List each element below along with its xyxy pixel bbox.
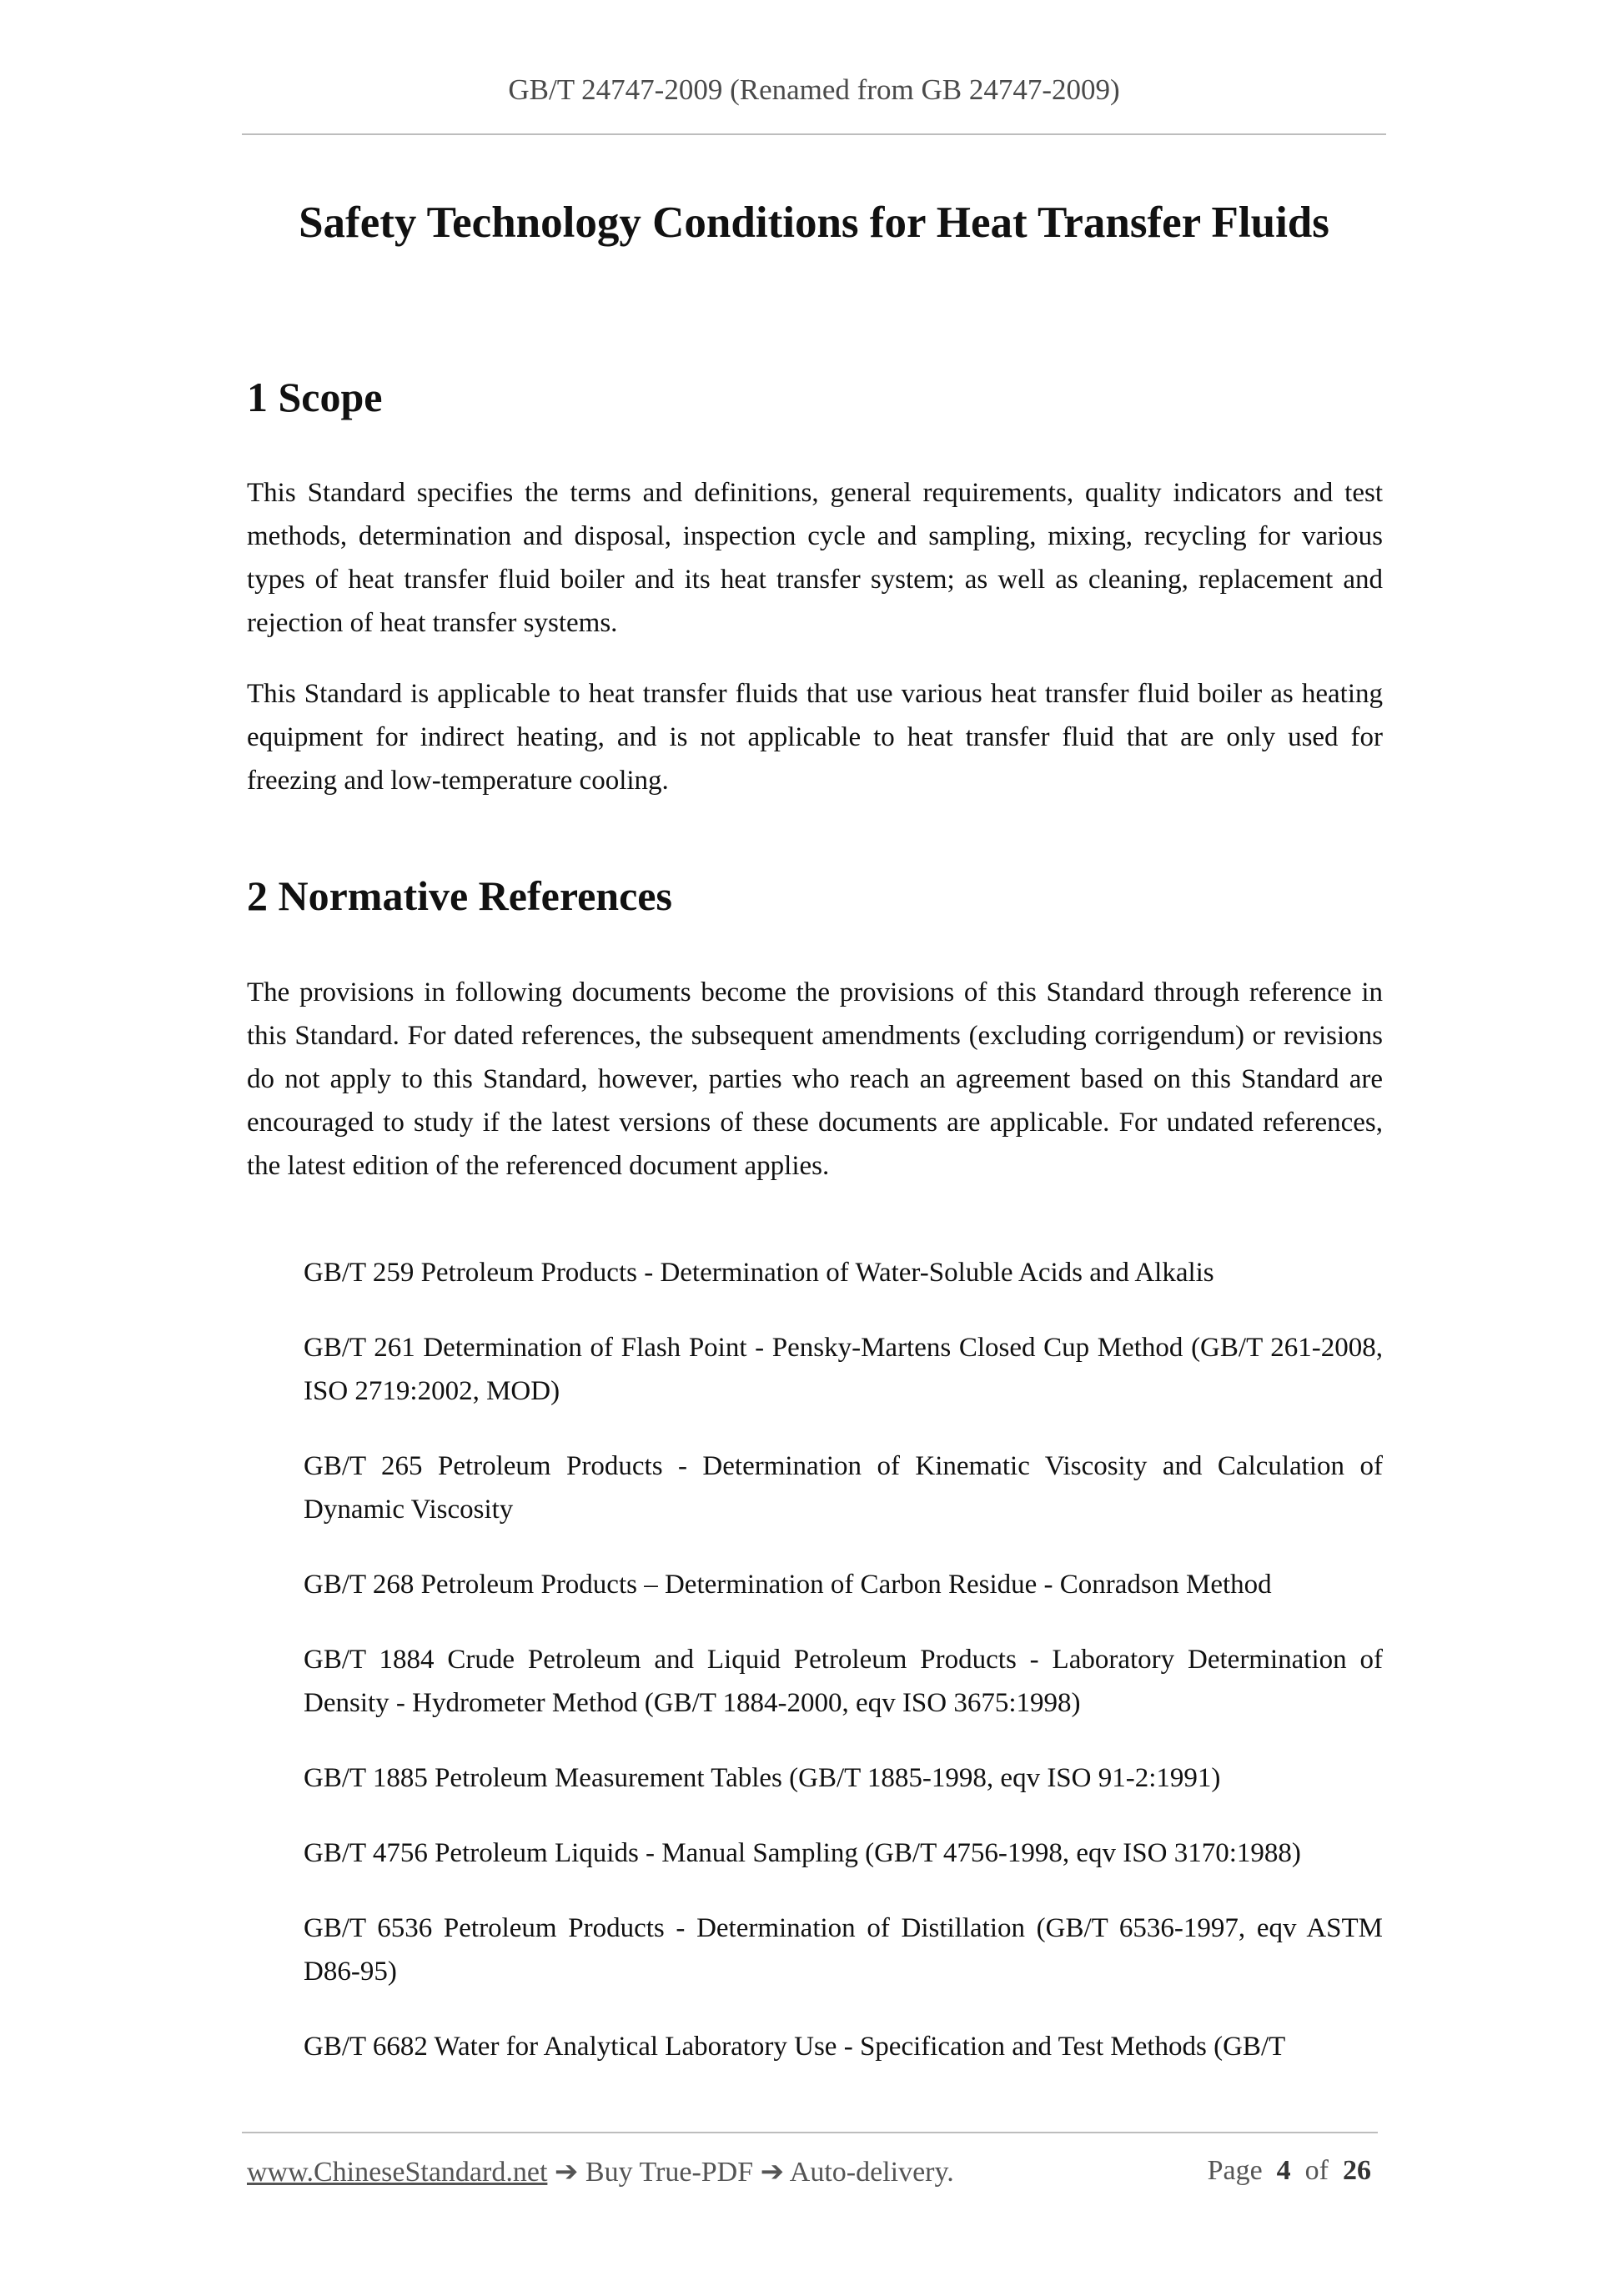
right-arrow-icon: ➔ (554, 2157, 585, 2188)
reference-item: GB/T 1885 Petroleum Measurement Tables (GB/T 1885-1998, eqv ISO 91-2:1991) (304, 1763, 1221, 1793)
buy-true-pdf-text: Buy True-PDF (585, 2157, 754, 2188)
scope-paragraph-1: This Standard specifies the terms and definitions, general requirements, quality indicators and test methods, determination and disposal, inspection cycle and sampling, mixing, recycling for various types of heat transfer fluid boiler and its heat transfer system; as well as cleaning, replacement and rejection of heat transfer systems. (247, 478, 1383, 638)
reference-item: GB/T 261 Determination of Flash Point - Pensky-Martens Closed Cup Method (GB/T 261-2008, ISO 2719:2002, MOD) (304, 1333, 1383, 1406)
reference-item: GB/T 6682 Water for Analytical Laboratory Use - Specification and Test Methods (GB/T (304, 2032, 1286, 2062)
section-heading-scope: 1 Scope (247, 374, 383, 420)
page-footer (247, 2155, 1383, 2197)
reference-item: GB/T 268 Petroleum Products – Determination of Carbon Residue - Conradson Method (304, 1570, 1272, 1600)
header-divider (242, 133, 1386, 135)
reference-item: GB/T 265 Petroleum Products - Determination of Kinematic Viscosity and Calculation of Dynamic Viscosity (304, 1451, 1383, 1525)
running-header: GB/T 24747-2009 (Renamed from GB 24747-2009) (508, 73, 1120, 106)
right-arrow-icon: ➔ (760, 2157, 790, 2188)
reference-list (304, 1251, 1383, 2100)
page-total: 26 (1343, 2155, 1371, 2186)
page-current: 4 (1276, 2155, 1291, 2186)
page-label: Page (1207, 2155, 1263, 2186)
section-heading-normative-references: 2 Normative References (247, 872, 672, 919)
footer-divider (242, 2132, 1378, 2133)
reference-item: GB/T 1884 Crude Petroleum and Liquid Petroleum Products - Laboratory Determination of Density - Hydrometer Method (GB/T 1884-2000, eqv ISO 3675:1998) (304, 1645, 1383, 1718)
page-of-label: of (1304, 2155, 1329, 2186)
normative-references-paragraph: The provisions in following documents become the provisions of this Standard through reference in this Standard. For dated references, the subsequent amendments (excluding corrigendum) or revisions do not apply to this Standard, however, parties who reach an agreement based on this Standard are encouraged to study if the latest versions of these documents are applicable. For undated references, the latest edition of the referenced document applies. (247, 977, 1383, 1181)
auto-delivery-text: Auto-delivery. (789, 2157, 954, 2188)
reference-item: GB/T 4756 Petroleum Liquids - Manual Sampling (GB/T 4756-1998, eqv ISO 3170:1988) (304, 1838, 1301, 1868)
website-link[interactable]: www.ChineseStandard.net (247, 2157, 548, 2188)
page-number (1208, 2155, 1371, 2187)
scope-paragraph-2: This Standard is applicable to heat transfer fluids that use various heat transfer fluid boiler as heating equipment for indirect heating, and is not applicable to heat transfer fluid that are only used for freezing and low-temperature cooling. (247, 679, 1383, 796)
reference-item: GB/T 259 Petroleum Products - Determination of Water-Soluble Acids and Alkalis (304, 1258, 1214, 1288)
reference-item: GB/T 6536 Petroleum Products - Determination of Distillation (GB/T 6536-1997, eqv ASTM D86-95) (304, 1913, 1383, 1987)
document-title: Safety Technology Conditions for Heat Transfer Fluids (299, 198, 1329, 247)
footer-promo (247, 2155, 954, 2188)
